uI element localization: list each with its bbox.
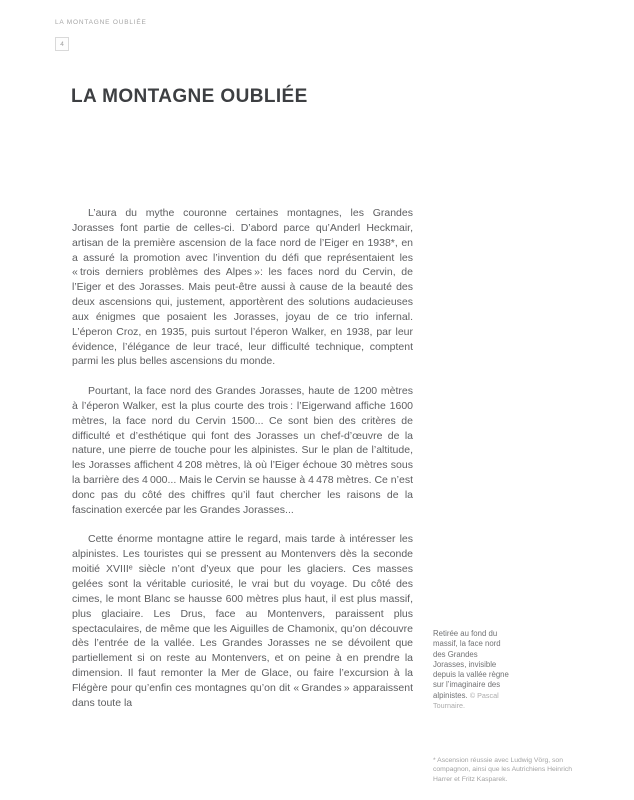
chapter-title: LA MONTAGNE OUBLIÉE	[71, 86, 308, 107]
footnote: * Ascension réussie avec Ludwig Vörg, son compagnon, ainsi que les Autrichiens Heinrich Harrer et Fritz Kasparek.	[433, 757, 573, 783]
paragraph-1: L’aura du mythe couronne certaines montagnes, les Grandes Jorasses font partie de celles-ci. D’abord parce qu’Anderl Heckmair, artisan de la première ascension de la face nord de l’Eiger en 1938*, en a assuré la promotion avec l’invention du défi que représentaient les « trois derniers problèmes des Alpes »: les faces nord du Cervin, de l’Eiger et des Jorasses. Mais peut-être aussi à cause de la beauté des deux ascensions qui, justement, apportèrent des solutions audacieuses aux énigmes que posaient les Jorasses, joyau de ce trio infernal. L’éperon Croz, en 1935, puis surtout l’éperon Walker, en 1938, par leur évidence, l’élégance de leur tracé, leur difficulté technique, comptent parmi les plus belles ascensions du monde.	[72, 207, 413, 368]
running-header: LA MONTAGNE OUBLIÉE	[55, 19, 147, 26]
page-number: 4	[60, 40, 64, 48]
paragraph-3: Cette énorme montagne attire le regard, mais tarde à intéresser les alpinistes. Les touristes qui se pressent au Montenvers dès la seconde moitié XVIIIᵉ siècle n’ont d’yeux que pour les glaciers. Ces masses gelées sont la véritable curiosité, le vrai but du voyage. Du côté des cimes, le mont Blanc se hausse 600 mètres plus haut, il est plus massif, plus glaciaire. Les Drus, face au Montenvers, paraissent plus spectaculaires, de même que les Aiguilles de Chamonix, qu’on découvre dès l’entrée de la vallée. Les Grandes Jorasses ne se dévoilent que partiellement si on reste au Montenvers, et on peine à en prendre la dimension. Il faut remonter la Mer de Glace, ou faire l’excursion à la Flégère pour qu’enfin ces montagnes qu’on dit « Grandes » apparaissent dans toute la	[72, 533, 413, 709]
page-number-box	[55, 37, 69, 51]
article-body	[72, 206, 413, 711]
paragraph-2: Pourtant, la face nord des Grandes Jorasses, haute de 1200 mètres à l’éperon Walker, est la plus courte des trois : l’Eigerwand affiche 1600 mètres, la face nord du Cervin 1500... Ce sont bien des critères de difficulté et d’esthétique qui font des Jorasses un chef-d’œuvre de la nature, une pierre de touche pour les alpinistes. Sur le plan de l’altitude, les Jorasses affichent 4 208 mètres, là où l’Eiger échoue 30 mètres sous la barrière des 4 000... Mais le Cervin se hausse à 4 478 mètres. Ce n’est donc pas du côté des chiffres qu’il faut chercher les raisons de la fascination exercée par les Grandes Jorasses...	[72, 385, 413, 516]
photo-caption-text: Retirée au fond du massif, la face nord des Grandes Jorasses, invisible depuis la vallée règne sur l’imaginaire des alpinistes.	[433, 629, 509, 700]
photo-caption	[433, 629, 509, 711]
photo-credit: © Pascal Tournaire.	[433, 690, 499, 711]
